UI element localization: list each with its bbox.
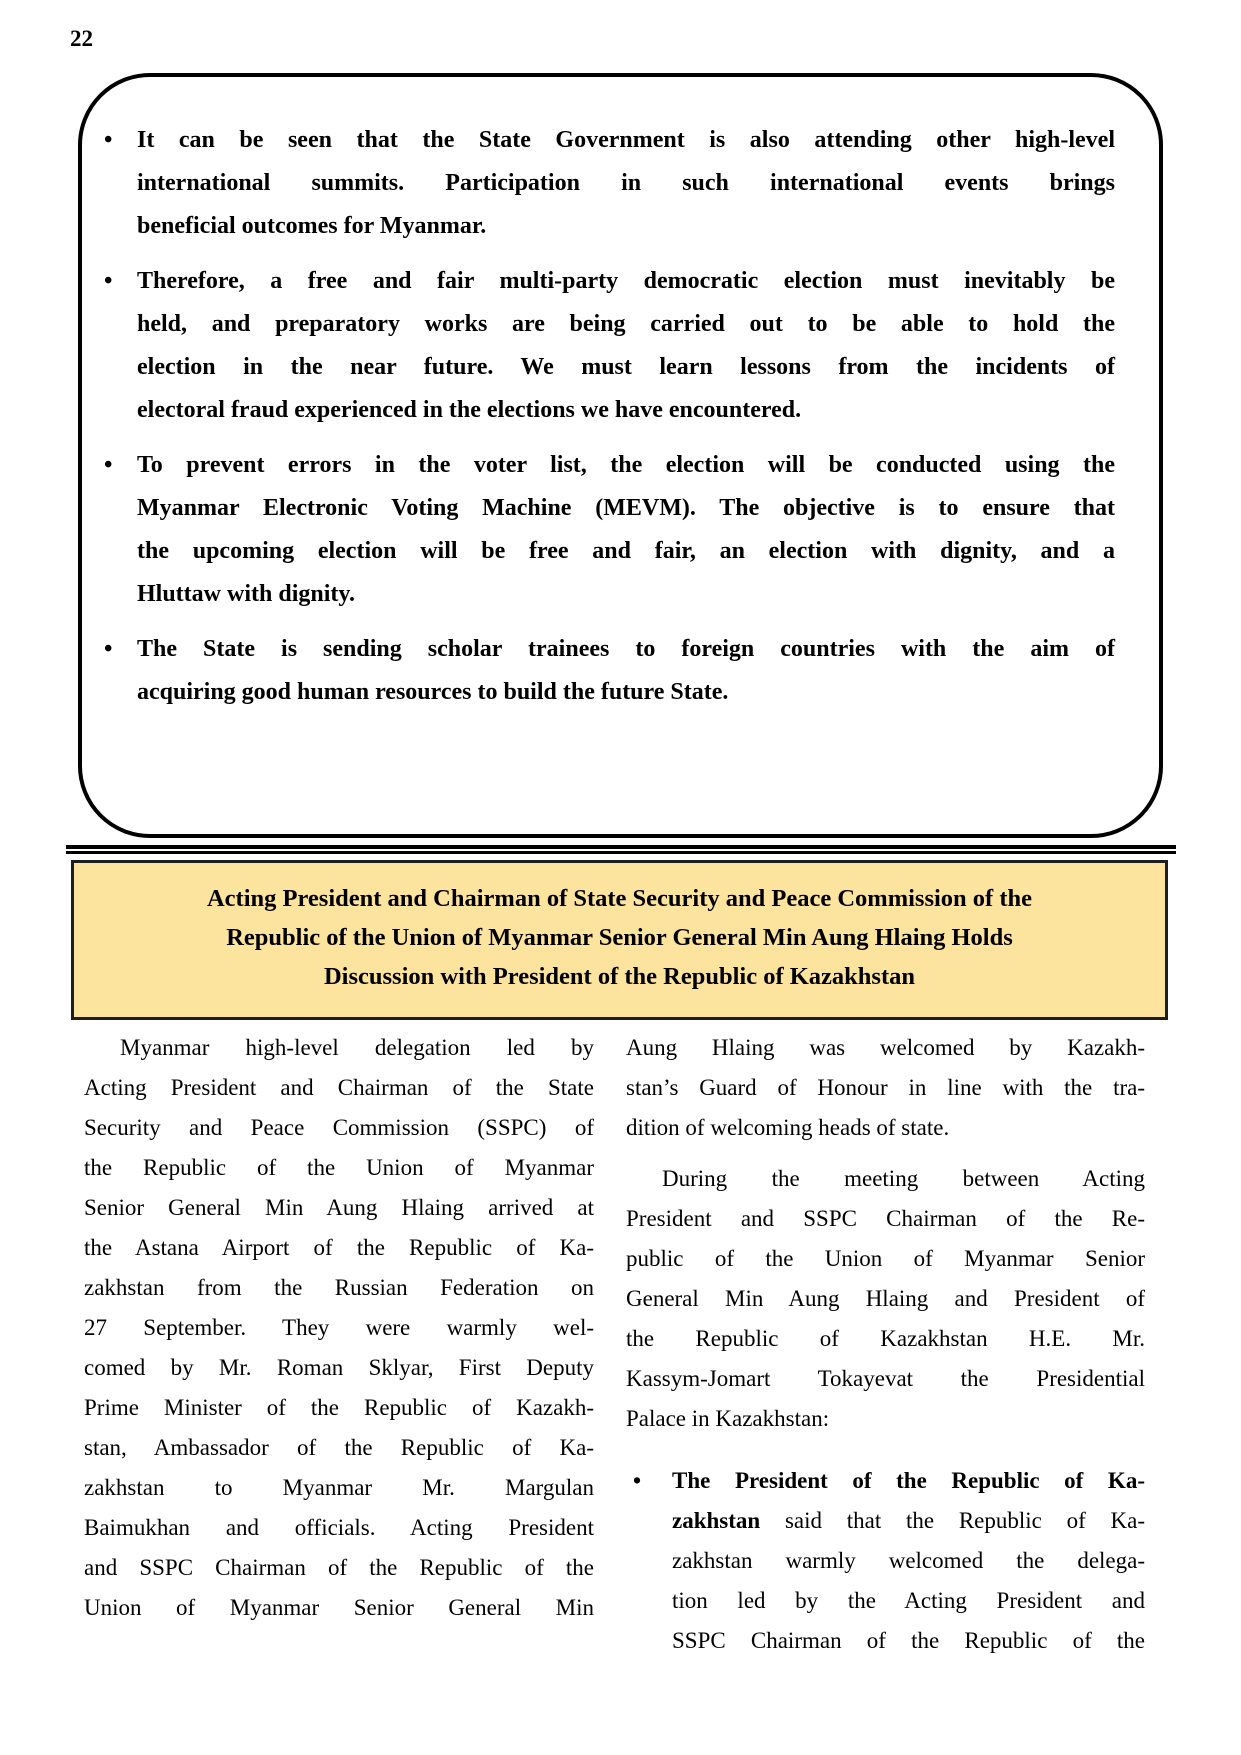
text: 27 September. They were warmly wel- [84, 1315, 594, 1340]
text-line [137, 628, 1115, 671]
summary-bullet-item [104, 628, 1115, 714]
text-line [137, 487, 1115, 530]
text-line [626, 1159, 1145, 1199]
text-line [137, 389, 1115, 432]
text: election in the near future. We must learn lessons from the incidents of [137, 354, 1115, 380]
headline-line: Discussion with President of the Republic of Kazakhstan [323, 963, 915, 990]
headline-line: Republic of the Union of Myanmar Senior General Min Aung Hlaing Holds [226, 924, 1013, 951]
summary-bullet-item [104, 119, 1115, 248]
text-line [626, 1279, 1145, 1319]
text: General Min Aung Hlaing and President of [626, 1286, 1145, 1311]
text-line [84, 1028, 594, 1068]
text-line [137, 530, 1115, 573]
text: Hluttaw with dignity. [137, 581, 356, 607]
text: tion led by the Acting President and [672, 1588, 1145, 1613]
text-line [626, 1068, 1145, 1108]
article-bullet [626, 1461, 1145, 1661]
text-line [137, 119, 1115, 162]
text-line [626, 1359, 1145, 1399]
text: Union of Myanmar Senior General Min [84, 1595, 594, 1620]
text: the Republic of Kazakhstan H.E. Mr. [626, 1326, 1145, 1351]
text: Myanmar high-level delegation led by [120, 1035, 594, 1060]
text: Security and Peace Commission (SSPC) of [84, 1115, 594, 1140]
section-divider [66, 845, 1176, 854]
text: electoral fraud experienced in the elections we have encountered. [137, 397, 802, 423]
text-line [626, 1239, 1145, 1279]
text-line [84, 1268, 594, 1308]
summary-bullet-item [104, 444, 1115, 616]
text-line [137, 573, 1115, 616]
text: President and SSPC Chairman of the Re- [626, 1206, 1145, 1231]
text-line [84, 1308, 594, 1348]
text: zakhstan to Myanmar Mr. Margulan [84, 1475, 594, 1500]
text: The State is sending scholar trainees to foreign countries with the aim of [137, 636, 1115, 662]
text: During the meeting between Acting [662, 1166, 1145, 1191]
text: and SSPC Chairman of the Republic of the [84, 1555, 594, 1580]
text: stan’s Guard of Honour in line with the tra- [626, 1075, 1145, 1100]
text: Myanmar Electronic Voting Machine (MEVM). The objective is to ensure that [137, 495, 1115, 521]
headline-box [71, 860, 1168, 1020]
page-number: 22 [70, 26, 93, 51]
bullet-icon: • [104, 452, 113, 478]
text: held, and preparatory works are being carried out to be able to hold the [137, 311, 1115, 337]
bullet-icon: • [104, 268, 113, 294]
summary-bullet-item [104, 260, 1115, 432]
text-line [137, 444, 1115, 487]
article-column-right [626, 1028, 1145, 1661]
text: Prime Minister of the Republic of Kazakh- [84, 1395, 594, 1420]
text: dition of welcoming heads of state. [626, 1115, 950, 1140]
text-line [84, 1388, 594, 1428]
text-line [626, 1199, 1145, 1239]
text: Acting President and Chairman of the State [84, 1075, 594, 1100]
article-paragraph [626, 1159, 1145, 1439]
text: It can be seen that the State Government is also attending other high-level [137, 127, 1115, 153]
text-line [84, 1148, 594, 1188]
text: said that the Republic of Ka- [760, 1508, 1145, 1533]
text: Kassym-Jomart Tokayevat the Presidential [626, 1366, 1145, 1391]
text-line [84, 1588, 594, 1628]
text-line [84, 1468, 594, 1508]
text-line [626, 1028, 1145, 1068]
article-paragraph [84, 1028, 594, 1628]
text: zakhstan from the Russian Federation on [84, 1275, 594, 1300]
text-line [84, 1108, 594, 1148]
text-line [137, 260, 1115, 303]
text: beneficial outcomes for Myanmar. [137, 213, 487, 239]
text: the Astana Airport of the Republic of Ka- [84, 1235, 594, 1260]
text-line [672, 1501, 1145, 1541]
text: Palace in Kazakhstan: [626, 1406, 830, 1431]
text: Aung Hlaing was welcomed by Kazakh- [626, 1035, 1145, 1060]
text-line [626, 1319, 1145, 1359]
text: zakhstan warmly welcomed the delega- [672, 1548, 1145, 1573]
text-line [137, 303, 1115, 346]
text: SSPC Chairman of the Republic of the [672, 1628, 1145, 1653]
text: public of the Union of Myanmar Senior [626, 1246, 1145, 1271]
text-line [626, 1399, 1145, 1439]
article-column-left [84, 1028, 594, 1628]
text-line [137, 205, 1115, 248]
summary-box [78, 73, 1163, 838]
text: Baimukhan and officials. Acting President [84, 1515, 594, 1540]
text-line [84, 1228, 594, 1268]
bold-text: The President of the Republic of Ka- [672, 1468, 1145, 1493]
text-line [137, 671, 1115, 714]
text: Therefore, a free and fair multi-party democratic election must inevitably be [137, 268, 1115, 294]
headline-line: Acting President and Chairman of State Security and Peace Commission of the [206, 885, 1032, 912]
text-line [672, 1541, 1145, 1581]
text: international summits. Participation in such international events brings [137, 170, 1115, 196]
text: comed by Mr. Roman Sklyar, First Deputy [84, 1355, 594, 1380]
text-line [84, 1508, 594, 1548]
text-line [672, 1581, 1145, 1621]
article-paragraph [626, 1028, 1145, 1148]
text: acquiring good human resources to build the future State. [137, 679, 729, 705]
text: Senior General Min Aung Hlaing arrived at [84, 1195, 594, 1220]
bullet-icon: • [104, 636, 113, 662]
text-line [84, 1068, 594, 1108]
text-line [137, 162, 1115, 205]
text-line [84, 1348, 594, 1388]
summary-bullet-list [104, 119, 1115, 714]
text-line [84, 1428, 594, 1468]
bullet-icon: • [104, 127, 113, 153]
text-line [84, 1548, 594, 1588]
text: stan, Ambassador of the Republic of Ka- [84, 1435, 594, 1460]
text-line [672, 1461, 1145, 1501]
text: the upcoming election will be free and fair, an election with dignity, and a [137, 538, 1115, 564]
text-line [137, 346, 1115, 389]
text: the Republic of the Union of Myanmar [84, 1155, 594, 1180]
text-line [626, 1108, 1145, 1148]
bold-text: zakhstan [672, 1508, 761, 1533]
text: To prevent errors in the voter list, the election will be conducted using the [137, 452, 1115, 478]
text-line [672, 1621, 1145, 1661]
text-line [84, 1188, 594, 1228]
bullet-icon: • [633, 1468, 642, 1493]
